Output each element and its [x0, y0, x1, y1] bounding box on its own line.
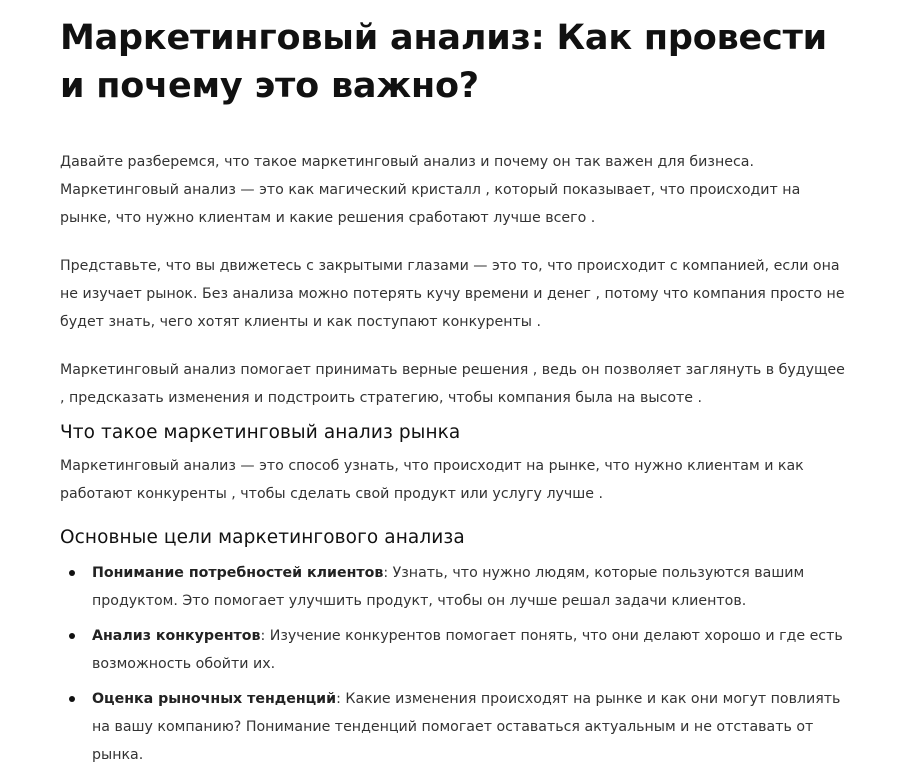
analogy-paragraph: Представьте, что вы движетесь с закрытыми глазами — это то, что происходит с компанией, если она не изучает рынок. Без анализа можно потерять кучу времени и денег , потому что компания просто не будет знать, чего хотят клиенты и как поступают конкуренты .	[60, 258, 845, 330]
bullet-icon	[69, 570, 75, 576]
goal-term: Понимание потребностей клиентов	[92, 565, 384, 581]
benefit-paragraph: Маркетинговый анализ помогает принимать верные решения , ведь он позволяет заглянуть в будущее , предсказать изменения и подстроить стратегию, чтобы компания была на высоте .	[60, 362, 845, 406]
goals-list	[60, 559, 850, 769]
goal-description: : Изучение конкурентов помогает понять, что они делают хорошо и где есть возможность обойти их.	[92, 628, 843, 672]
goal-description: : Узнать, что нужно людям, которые пользуются вашим продуктом. Это помогает улучшить продукт, чтобы он лучше решал задачи клиентов.	[92, 565, 805, 609]
list-item	[60, 622, 850, 678]
list-item	[60, 559, 850, 615]
bullet-icon	[69, 696, 75, 702]
intro-paragraph: Давайте разберемся, что такое маркетинговый анализ и почему он так важен для бизнеса. Маркетинговый анализ — это как магический кристалл , который показывает, что происходит на рынке, что нужно клиентам и какие решения сработают лучше всего .	[60, 154, 801, 226]
section-heading-goals: Основные цели маркетингового анализа	[60, 527, 465, 548]
bullet-icon	[69, 633, 75, 639]
article	[60, 0, 850, 776]
page-title: Маркетинговый анализ: Как провести и почему это важно?	[60, 18, 828, 106]
definition-paragraph: Маркетинговый анализ — это способ узнать, что происходит на рынке, что нужно клиентам и как работают конкуренты , чтобы сделать свой продукт или услугу лучше .	[60, 458, 804, 502]
section-heading-what-is: Что такое маркетинговый анализ рынка	[60, 422, 461, 443]
list-item	[60, 685, 850, 769]
goal-description: : Какие изменения происходят на рынке и как они могут повлиять на вашу компанию? Понимание тенденций помогает оставаться актуальным и не отставать от рынка.	[92, 691, 841, 763]
goal-term: Оценка рыночных тенденций	[92, 691, 337, 707]
goal-term: Анализ конкурентов	[92, 628, 261, 644]
